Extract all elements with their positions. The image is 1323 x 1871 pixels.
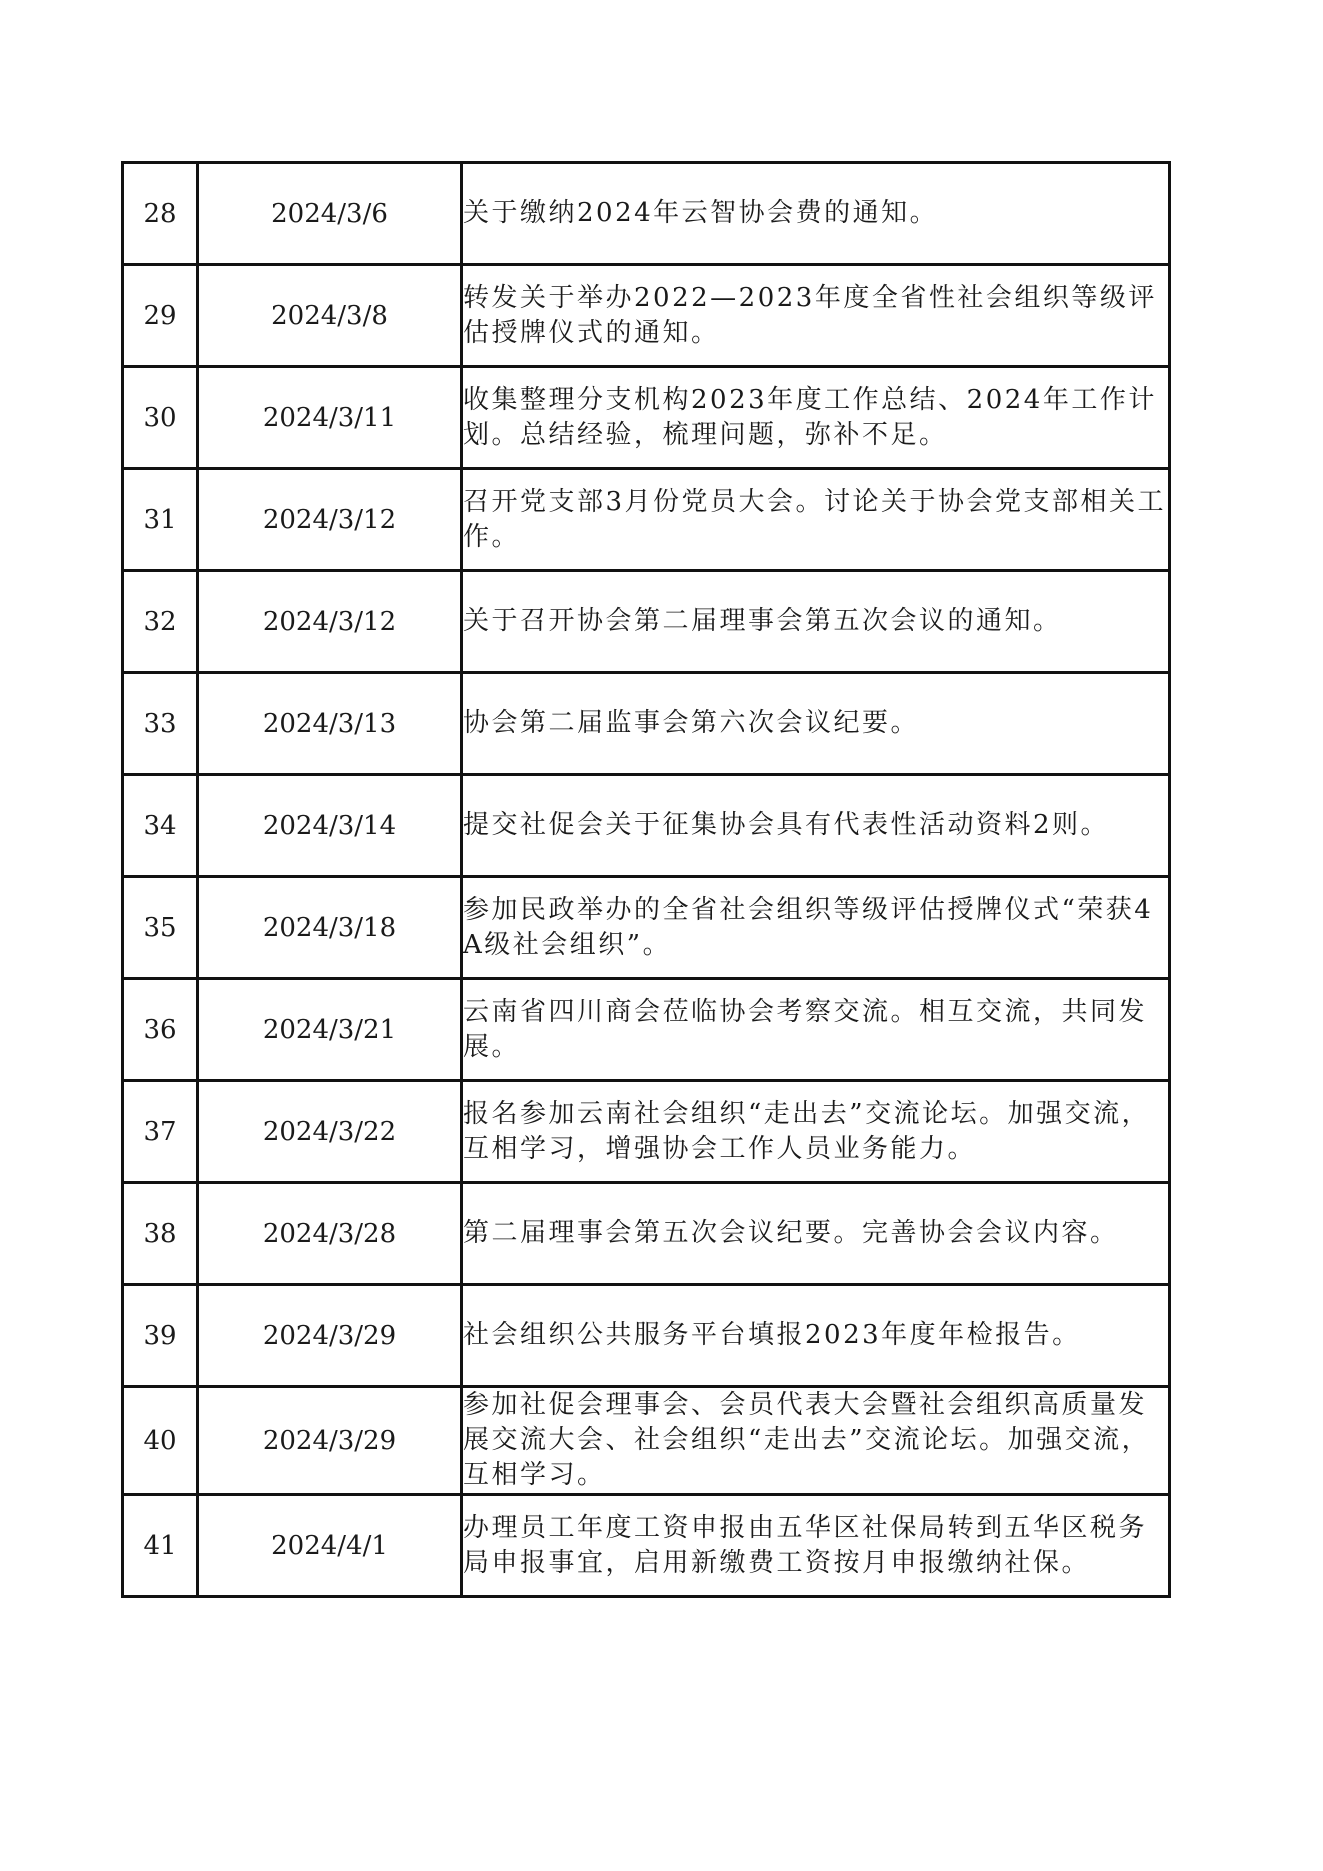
row-date: 2024/3/21 — [198, 979, 462, 1081]
row-number: 36 — [123, 979, 198, 1081]
row-content: 社会组织公共服务平台填报2023年度年检报告。 — [462, 1285, 1170, 1387]
row-number: 40 — [123, 1387, 198, 1495]
row-date: 2024/3/13 — [198, 673, 462, 775]
row-content: 办理员工年度工资申报由五华区社保局转到五华区税务局申报事宜，启用新缴费工资按月申报缴纳社保。 — [462, 1495, 1170, 1597]
row-date: 2024/3/14 — [198, 775, 462, 877]
table-row — [123, 571, 1170, 673]
row-date: 2024/3/8 — [198, 265, 462, 367]
row-number: 35 — [123, 877, 198, 979]
table-row — [123, 1387, 1170, 1495]
table-row — [123, 163, 1170, 265]
table-row — [123, 367, 1170, 469]
row-content: 提交社促会关于征集协会具有代表性活动资料2则。 — [462, 775, 1170, 877]
row-number: 37 — [123, 1081, 198, 1183]
row-content: 第二届理事会第五次会议纪要。完善协会会议内容。 — [462, 1183, 1170, 1285]
row-date: 2024/3/29 — [198, 1387, 462, 1495]
table-row — [123, 1183, 1170, 1285]
row-number: 32 — [123, 571, 198, 673]
row-date: 2024/3/11 — [198, 367, 462, 469]
row-content: 转发关于举办2022—2023年度全省性社会组织等级评估授牌仪式的通知。 — [462, 265, 1170, 367]
row-content: 参加民政举办的全省社会组织等级评估授牌仪式“荣获4A级社会组织”。 — [462, 877, 1170, 979]
row-content: 收集整理分支机构2023年度工作总结、2024年工作计划。总结经验，梳理问题，弥补不足。 — [462, 367, 1170, 469]
row-content: 报名参加云南社会组织“走出去”交流论坛。加强交流，互相学习，增强协会工作人员业务能力。 — [462, 1081, 1170, 1183]
row-number: 28 — [123, 163, 198, 265]
row-number: 31 — [123, 469, 198, 571]
table-row — [123, 469, 1170, 571]
row-number: 33 — [123, 673, 198, 775]
row-content: 关于缴纳2024年云智协会费的通知。 — [462, 163, 1170, 265]
work-log-table — [121, 161, 1171, 1598]
row-number: 38 — [123, 1183, 198, 1285]
row-date: 2024/3/6 — [198, 163, 462, 265]
row-date: 2024/3/28 — [198, 1183, 462, 1285]
row-content: 关于召开协会第二届理事会第五次会议的通知。 — [462, 571, 1170, 673]
table-row — [123, 265, 1170, 367]
row-content: 云南省四川商会莅临协会考察交流。相互交流，共同发展。 — [462, 979, 1170, 1081]
table-row — [123, 877, 1170, 979]
row-number: 30 — [123, 367, 198, 469]
row-content: 参加社促会理事会、会员代表大会暨社会组织高质量发展交流大会、社会组织“走出去”交流论坛。加强交流，互相学习。 — [462, 1387, 1170, 1495]
row-date: 2024/3/12 — [198, 469, 462, 571]
row-date: 2024/3/12 — [198, 571, 462, 673]
table-row — [123, 673, 1170, 775]
table-row — [123, 775, 1170, 877]
table-row — [123, 979, 1170, 1081]
row-content: 召开党支部3月份党员大会。讨论关于协会党支部相关工作。 — [462, 469, 1170, 571]
table-row — [123, 1285, 1170, 1387]
row-date: 2024/3/18 — [198, 877, 462, 979]
table-row — [123, 1495, 1170, 1597]
row-number: 39 — [123, 1285, 198, 1387]
row-date: 2024/3/29 — [198, 1285, 462, 1387]
row-content: 协会第二届监事会第六次会议纪要。 — [462, 673, 1170, 775]
row-number: 41 — [123, 1495, 198, 1597]
row-number: 29 — [123, 265, 198, 367]
row-date: 2024/3/22 — [198, 1081, 462, 1183]
row-date: 2024/4/1 — [198, 1495, 462, 1597]
table-row — [123, 1081, 1170, 1183]
row-number: 34 — [123, 775, 198, 877]
